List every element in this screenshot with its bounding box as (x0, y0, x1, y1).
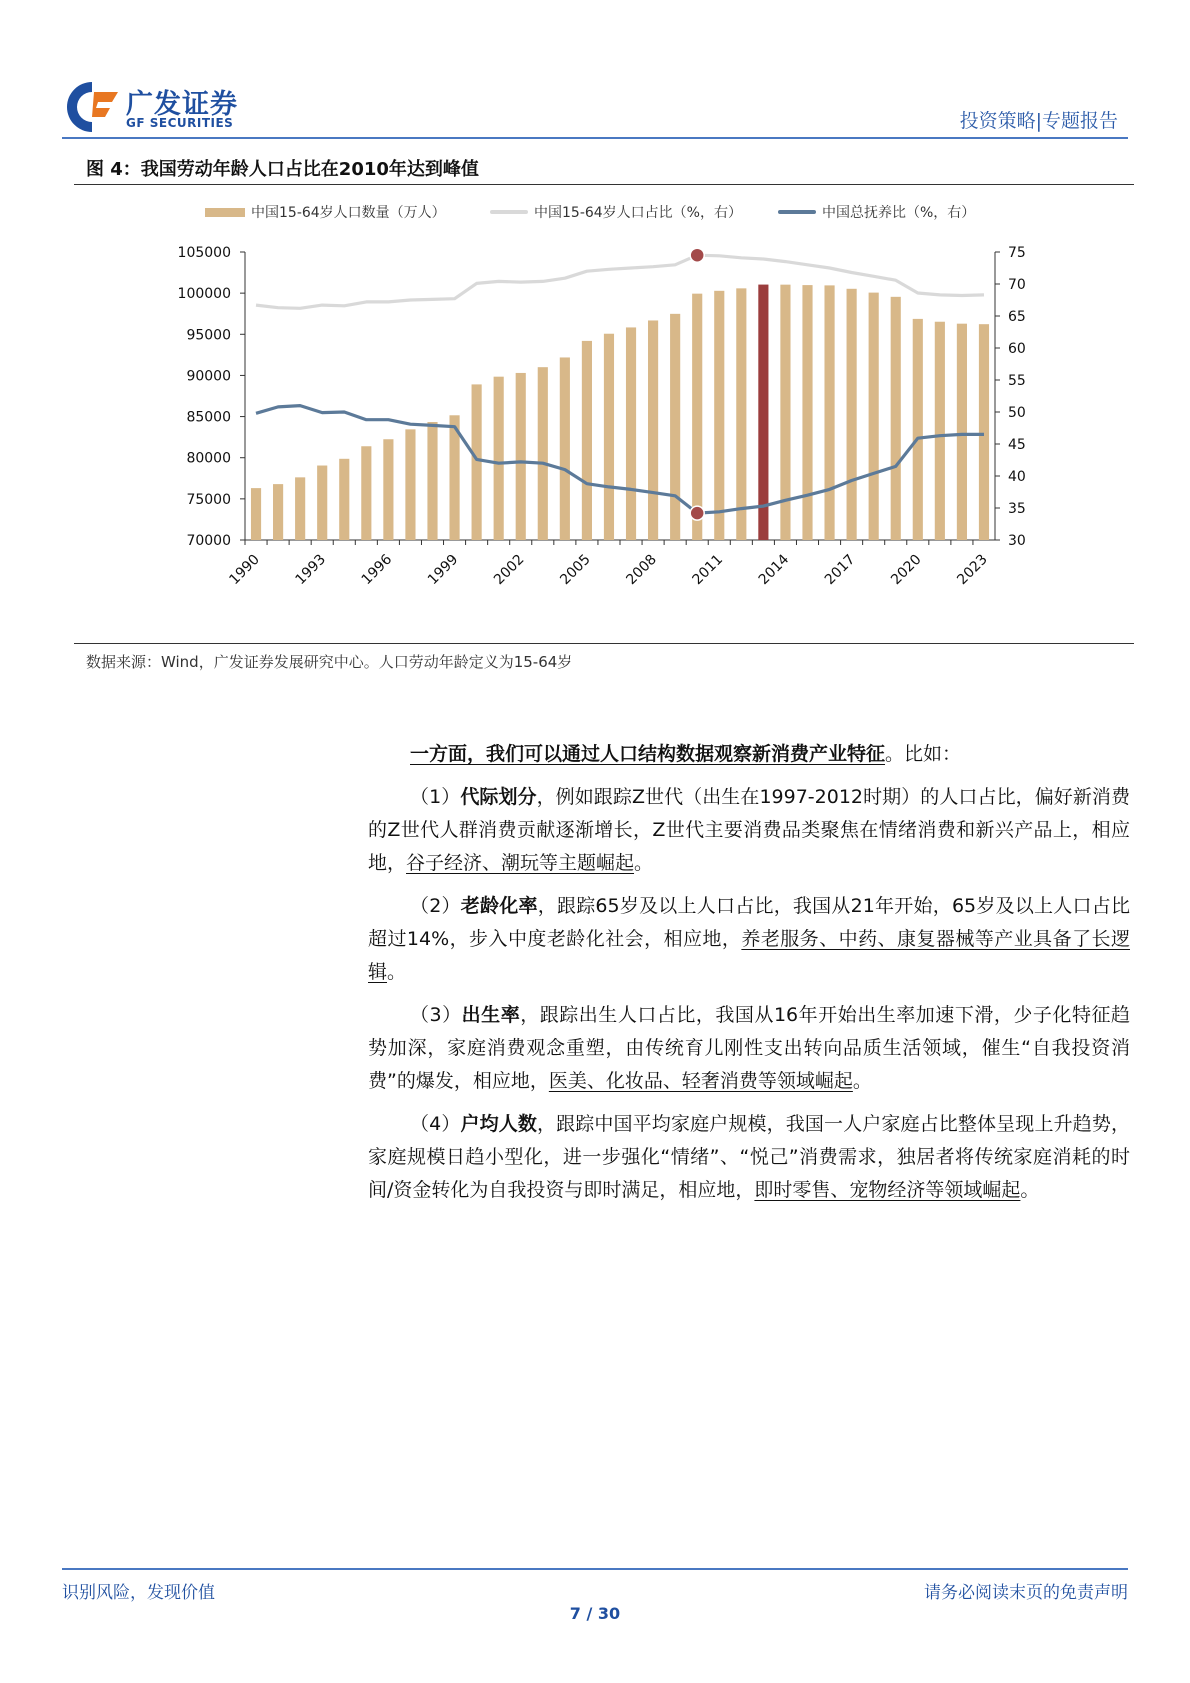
p4-underline: 即时零售、宠物经济等领域崛起 (754, 1179, 1021, 1201)
chart-legend (0, 202, 1190, 224)
paragraph-aging (368, 890, 1130, 989)
bar-2008 (648, 320, 658, 540)
right-tick-label: 60 (1008, 341, 1026, 357)
left-tick-label: 80000 (186, 450, 231, 467)
bar-2012 (736, 288, 746, 540)
bar-2009 (670, 314, 680, 540)
p3-label: （3） (410, 1004, 462, 1026)
bar-1992 (295, 477, 305, 540)
p1-end: 。 (634, 852, 654, 874)
bar-2013 (758, 285, 768, 540)
company-logo (62, 78, 252, 136)
x-tick-label: 2005 (557, 551, 594, 589)
left-tick-label: 105000 (177, 245, 231, 261)
legend-item-share (490, 202, 742, 222)
legend-label-dependency: 中国总抚养比（%，右） (822, 205, 976, 221)
page-number: 7 / 30 (569, 1604, 621, 1623)
x-tick-label: 1996 (358, 551, 396, 589)
report-section-label: 投资策略|专题报告 (959, 110, 1118, 132)
logo-text-en: GF SECURITIES (126, 116, 234, 130)
bar-2002 (516, 373, 526, 540)
legend-label-population: 中国15-64岁人口数量（万人） (251, 205, 446, 221)
right-tick-label: 45 (1008, 437, 1026, 453)
lead-paragraph (368, 738, 1130, 771)
p4-bold: 户均人数 (460, 1113, 538, 1135)
bar-2010 (692, 294, 702, 540)
right-tick-label: 70 (1008, 277, 1026, 293)
right-tick-label: 55 (1008, 373, 1026, 389)
right-tick-label: 50 (1008, 405, 1026, 421)
bar-2003 (538, 367, 548, 540)
gf-logo-icon (62, 78, 122, 136)
x-tick-label: 1990 (226, 551, 263, 589)
p1-underline: 谷子经济、潮玩等主题崛起 (406, 852, 635, 874)
bar-1994 (339, 459, 349, 540)
figure-bottom-rule (74, 643, 1134, 644)
footer-divider (62, 1568, 1128, 1570)
left-tick-label: 70000 (186, 533, 231, 549)
legend-item-population (205, 202, 446, 222)
x-tick-label: 2020 (888, 551, 925, 589)
lead-bold: 一方面，我们可以通过人口结构数据观察新消费产业特征 (410, 743, 886, 765)
right-tick-label: 65 (1008, 309, 1026, 325)
p3-bold: 出生率 (461, 1004, 521, 1026)
bar-2020 (913, 319, 923, 540)
p4-end: 。 (1020, 1179, 1040, 1201)
bar-2018 (869, 293, 879, 540)
bar-1990 (251, 488, 261, 540)
bar-1997 (405, 429, 415, 540)
p2-text: ，跟踪65岁及以上人口占比，我国从21年开始，65岁及以上人口占比超过14%，步入中度老龄化社会，相应地， (368, 895, 1130, 950)
bar-2000 (472, 384, 482, 540)
bar-2006 (604, 334, 614, 540)
bar-2022 (957, 324, 967, 540)
lead-tail: 。比如： (885, 743, 962, 765)
legend-swatch-bar (205, 208, 245, 217)
p1-text: ，例如跟踪Z世代（出生在1997-2012时期）的人口占比，偏好新消费的Z世代人群消费贡献逐渐增长，Z世代主要消费品类聚焦在情绪消费和新兴产品上，相应地， (368, 786, 1130, 874)
figure-top-rule (74, 184, 1134, 185)
x-tick-label: 2002 (491, 551, 528, 589)
x-tick-label: 1999 (424, 551, 462, 589)
left-tick-label: 85000 (186, 409, 231, 426)
footer-disclaimer: 请务必阅读末页的免责声明 (924, 1583, 1128, 1603)
x-tick-label: 2017 (821, 551, 859, 589)
x-tick-label: 1993 (292, 551, 330, 589)
legend-item-dependency (778, 202, 975, 222)
right-tick-label: 30 (1008, 533, 1026, 549)
figure-source: 数据来源：Wind，广发证券发展研究中心。人口劳动年龄定义为15-64岁 (86, 653, 573, 671)
bar-1991 (273, 484, 283, 540)
p2-end: 。 (387, 961, 407, 983)
body-text (368, 738, 1130, 1217)
bar-2004 (560, 357, 570, 540)
p1-bold: 代际划分 (460, 786, 537, 808)
trough-marker-dependency (690, 506, 704, 520)
bar-1993 (317, 466, 327, 540)
p1-label: （1） (410, 786, 461, 808)
x-tick-label: 2008 (623, 551, 660, 589)
p2-label: （2） (410, 895, 461, 917)
bar-1998 (427, 422, 437, 540)
p2-bold: 老龄化率 (460, 895, 538, 917)
footer-slogan: 识别风险，发现价值 (62, 1583, 215, 1603)
right-tick-label: 40 (1008, 469, 1026, 485)
logo-text-cn: 广发证券 (126, 89, 238, 120)
population-chart (0, 230, 1190, 630)
bar-2005 (582, 341, 592, 540)
p4-label: （4） (410, 1113, 461, 1135)
x-tick-label: 2011 (689, 551, 727, 589)
header-divider (62, 137, 1128, 139)
p3-end: 。 (852, 1070, 872, 1092)
p2-underline: 养老服务、中药、康复器械等产业具备了长逻辑 (368, 928, 1130, 983)
bar-2015 (802, 285, 812, 540)
figure-title: 图 4：我国劳动年龄人口占比在2010年达到峰值 (86, 159, 479, 180)
bar-1995 (361, 446, 371, 540)
x-tick-label: 2014 (755, 551, 793, 589)
peak-marker-share (690, 248, 704, 262)
left-tick-label: 100000 (177, 286, 231, 303)
bar-2017 (847, 289, 857, 540)
bar-2023 (979, 324, 989, 540)
x-tick-label: 2023 (954, 551, 991, 589)
legend-label-share: 中国15-64岁人口占比（%，右） (534, 205, 742, 221)
legend-swatch-line-light (490, 210, 528, 214)
p3-underline: 医美、化妆品、轻奢消费等领域崛起 (548, 1070, 853, 1092)
p3-text: ，跟踪出生人口占比，我国从16年开始出生率加速下滑，少子化特征趋势加深，家庭消费观念重塑，由传统育儿刚性支出转向品质生活领域，催生“自我投资消费”的爆发，相应地， (368, 1004, 1130, 1092)
bar-2001 (494, 377, 504, 540)
right-tick-label: 35 (1008, 501, 1026, 517)
left-tick-label: 90000 (186, 368, 231, 385)
paragraph-generation (368, 781, 1130, 880)
p4-text: ，跟踪中国平均家庭户规模，我国一人户家庭占比整体呈现上升趋势，家庭规模日趋小型化，进一步强化“情绪”、“悦己”消费需求，独居者将传统家庭消耗的时间/资金转化为自我投资与即时满足，相应地， (368, 1113, 1130, 1201)
bar-2019 (891, 297, 901, 540)
bar-2021 (935, 322, 945, 540)
bar-2011 (714, 291, 724, 540)
bar-1996 (383, 439, 393, 540)
left-tick-label: 75000 (186, 491, 231, 508)
bar-2016 (824, 285, 834, 540)
right-tick-label: 75 (1008, 245, 1026, 261)
legend-swatch-line-dark (778, 210, 816, 214)
paragraph-birth-rate (368, 999, 1130, 1098)
left-tick-label: 95000 (186, 327, 231, 344)
bar-2007 (626, 327, 636, 540)
paragraph-household (368, 1108, 1130, 1207)
